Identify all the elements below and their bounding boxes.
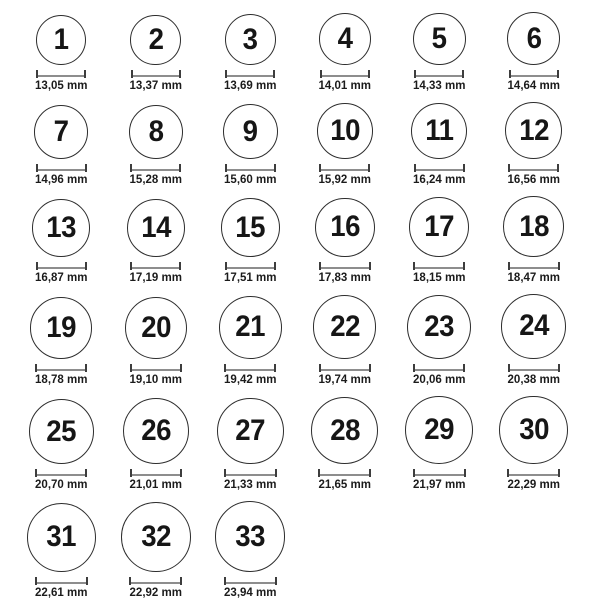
diameter-label: 16,87 mm — [35, 272, 88, 285]
diameter-label: 21,33 mm — [224, 479, 277, 492]
ring-size-number: 23 — [424, 309, 455, 343]
measure-bar — [321, 169, 368, 171]
ring-circle — [319, 13, 371, 65]
diameter-label: 19,10 mm — [129, 373, 182, 386]
measure-bar — [132, 474, 181, 476]
diameter-label: 18,47 mm — [507, 272, 560, 285]
diameter-measure-line — [130, 262, 181, 270]
ring-size-number: 31 — [46, 520, 77, 554]
ring-size-number: 20 — [140, 310, 171, 344]
ring-size-cell — [203, 104, 298, 186]
ring-size-cell — [203, 14, 298, 92]
ring-size-cell — [109, 199, 204, 284]
chart-row — [14, 501, 600, 598]
ring-size-number: 28 — [329, 413, 360, 447]
diameter-label: 21,01 mm — [129, 479, 182, 492]
ring-size-cell — [14, 199, 109, 284]
diameter-measure-line — [225, 164, 276, 172]
ring-circle — [315, 198, 375, 258]
diameter-measure-line — [131, 70, 181, 78]
measure-bar — [132, 369, 180, 371]
ring-size-number: 26 — [140, 414, 171, 448]
measure-bar — [132, 267, 179, 269]
ring-size-number: 17 — [424, 209, 455, 243]
diameter-measure-line — [509, 70, 560, 78]
ring-size-number: 5 — [431, 21, 447, 55]
ring-circle — [409, 197, 469, 257]
ring-size-number: 27 — [235, 414, 266, 448]
diameter-label: 20,70 mm — [35, 479, 88, 492]
ring-circle — [413, 13, 466, 66]
measure-bar — [38, 75, 84, 77]
diameter-measure-line — [413, 262, 465, 270]
ring-size-number: 25 — [46, 414, 77, 448]
diameter-measure-line — [130, 469, 183, 477]
ring-size-cell — [487, 102, 582, 186]
ring-size-number: 12 — [518, 113, 549, 147]
ring-size-cell — [109, 297, 204, 386]
ring-circle — [405, 396, 473, 464]
ring-size-cell — [298, 198, 393, 285]
diameter-measure-line — [225, 70, 275, 78]
ring-size-cell — [203, 198, 298, 284]
diameter-label: 23,94 mm — [224, 586, 277, 599]
diameter-measure-line — [224, 469, 277, 477]
measure-bar — [416, 169, 463, 171]
measure-bar — [416, 75, 462, 77]
ring-size-cell — [109, 105, 204, 186]
ring-circle — [36, 15, 86, 65]
diameter-measure-line — [320, 70, 370, 78]
measure-bar — [321, 267, 369, 269]
chart-row — [14, 12, 600, 92]
ring-size-cell — [109, 502, 204, 599]
diameter-measure-line — [130, 164, 181, 172]
diameter-measure-line — [319, 364, 371, 372]
ring-size-cell — [109, 15, 204, 93]
diameter-label: 21,97 mm — [413, 479, 466, 492]
ring-circle — [407, 295, 471, 359]
diameter-label: 16,24 mm — [413, 174, 466, 187]
ring-circle — [29, 399, 94, 464]
ring-size-number: 11 — [425, 114, 454, 148]
ring-size-cell — [392, 13, 487, 93]
ring-size-number: 30 — [518, 413, 549, 447]
measure-bar — [226, 582, 275, 584]
ring-circle — [503, 196, 564, 257]
diameter-measure-line — [508, 364, 560, 372]
diameter-measure-line — [508, 262, 560, 270]
ring-size-cell — [14, 399, 109, 491]
ring-size-cell — [298, 13, 393, 92]
chart-row — [14, 196, 600, 284]
diameter-label: 15,92 mm — [318, 174, 371, 187]
ring-circle — [125, 297, 187, 359]
diameter-measure-line — [413, 469, 466, 477]
diameter-measure-line — [414, 70, 464, 78]
ring-circle — [311, 397, 378, 464]
ring-size-number: 10 — [329, 114, 360, 148]
measure-bar — [37, 582, 86, 584]
ring-circle — [215, 501, 285, 571]
measure-bar — [509, 474, 558, 476]
measure-bar — [226, 474, 275, 476]
ring-size-number: 24 — [518, 309, 549, 343]
ring-size-cell — [487, 196, 582, 284]
diameter-label: 22,61 mm — [35, 586, 88, 599]
measure-bar — [226, 369, 274, 371]
ring-circle — [221, 198, 280, 257]
measure-bar — [510, 369, 558, 371]
ring-size-number: 3 — [242, 22, 258, 56]
ring-size-cell — [487, 396, 582, 492]
ring-circle — [505, 102, 562, 159]
diameter-measure-line — [130, 364, 182, 372]
ring-circle — [217, 398, 284, 465]
ring-circle — [225, 14, 276, 65]
diameter-label: 18,78 mm — [35, 373, 88, 386]
diameter-label: 17,83 mm — [318, 272, 371, 285]
diameter-label: 20,38 mm — [507, 373, 560, 386]
ring-circle — [30, 297, 92, 359]
diameter-label: 17,19 mm — [129, 272, 182, 285]
ring-circle — [501, 294, 566, 359]
ring-circle — [121, 502, 191, 572]
ring-size-cell — [14, 503, 109, 599]
diameter-measure-line — [36, 70, 86, 78]
ring-circle — [313, 295, 376, 358]
diameter-label: 21,65 mm — [318, 479, 371, 492]
diameter-label: 18,15 mm — [413, 272, 466, 285]
ring-size-number: 8 — [148, 114, 164, 148]
diameter-measure-line — [129, 577, 182, 585]
ring-size-cell — [392, 396, 487, 491]
ring-circle — [317, 103, 373, 159]
ring-size-number: 4 — [337, 22, 353, 56]
diameter-measure-line — [225, 262, 276, 270]
measure-bar — [415, 369, 463, 371]
measure-bar — [510, 169, 557, 171]
diameter-label: 13,37 mm — [129, 80, 182, 93]
diameter-measure-line — [318, 469, 371, 477]
measure-bar — [227, 267, 274, 269]
measure-bar — [38, 267, 85, 269]
ring-size-cell — [392, 197, 487, 284]
diameter-measure-line — [319, 164, 370, 172]
ring-size-number: 1 — [53, 23, 69, 57]
ring-size-cell — [487, 294, 582, 386]
diameter-measure-line — [36, 262, 87, 270]
ring-size-cell — [298, 397, 393, 491]
diameter-label: 19,42 mm — [224, 373, 277, 386]
diameter-label: 14,01 mm — [318, 80, 371, 93]
measure-bar — [38, 169, 85, 171]
ring-size-cell — [392, 295, 487, 386]
diameter-label: 13,05 mm — [35, 80, 88, 93]
measure-bar — [133, 75, 179, 77]
ring-size-number: 16 — [329, 210, 360, 244]
ring-circle — [219, 296, 282, 359]
diameter-label: 14,64 mm — [507, 80, 560, 93]
ring-size-cell — [203, 296, 298, 386]
ring-circle — [223, 104, 278, 159]
ring-circle — [507, 12, 560, 65]
diameter-measure-line — [414, 164, 465, 172]
ring-circle — [34, 105, 88, 159]
ring-size-cell — [487, 12, 582, 92]
ring-size-number: 22 — [329, 310, 360, 344]
ring-size-number: 9 — [242, 114, 258, 148]
diameter-measure-line — [319, 262, 371, 270]
ring-circle — [411, 103, 467, 159]
ring-size-cell — [392, 103, 487, 186]
diameter-label: 14,96 mm — [35, 174, 88, 187]
diameter-label: 14,33 mm — [413, 80, 466, 93]
diameter-label: 22,92 mm — [129, 586, 182, 599]
measure-bar — [37, 369, 85, 371]
diameter-label: 17,51 mm — [224, 272, 277, 285]
ring-size-number: 19 — [46, 311, 77, 345]
ring-size-cell — [14, 105, 109, 186]
diameter-measure-line — [224, 364, 276, 372]
diameter-label: 19,74 mm — [318, 373, 371, 386]
diameter-label: 20,06 mm — [413, 373, 466, 386]
ring-size-cell — [298, 295, 393, 385]
diameter-label: 22,29 mm — [507, 479, 560, 492]
ring-circle — [127, 199, 185, 257]
ring-size-cell — [14, 15, 109, 92]
measure-bar — [321, 369, 369, 371]
ring-size-number: 21 — [235, 310, 266, 344]
measure-bar — [227, 75, 273, 77]
ring-size-cell — [109, 398, 204, 491]
ring-size-number: 14 — [140, 210, 171, 244]
diameter-label: 16,56 mm — [507, 174, 560, 187]
measure-bar — [510, 267, 558, 269]
measure-bar — [415, 267, 463, 269]
ring-size-cell — [298, 103, 393, 186]
ring-size-number: 29 — [424, 413, 455, 447]
diameter-measure-line — [35, 577, 88, 585]
diameter-label: 13,69 mm — [224, 80, 277, 93]
ring-size-number: 15 — [235, 210, 266, 244]
ring-circle — [27, 503, 96, 572]
diameter-measure-line — [507, 469, 560, 477]
ring-size-number: 2 — [148, 22, 164, 56]
ring-size-number: 6 — [526, 21, 542, 55]
ring-circle — [123, 398, 189, 464]
ring-size-cell — [203, 398, 298, 492]
measure-bar — [415, 474, 464, 476]
chart-row — [14, 294, 600, 386]
ring-size-number: 18 — [518, 209, 549, 243]
ring-size-cell — [203, 501, 298, 598]
chart-row — [14, 396, 600, 492]
measure-bar — [511, 75, 558, 77]
ring-circle — [32, 199, 90, 257]
ring-circle — [499, 396, 568, 465]
measure-bar — [320, 474, 369, 476]
ring-size-number: 33 — [235, 519, 266, 553]
ring-circle — [129, 105, 183, 159]
chart-row — [14, 102, 600, 186]
measure-bar — [322, 75, 368, 77]
measure-bar — [227, 169, 274, 171]
measure-bar — [37, 474, 85, 476]
ring-size-number: 13 — [46, 211, 77, 245]
measure-bar — [131, 582, 180, 584]
diameter-measure-line — [35, 364, 87, 372]
diameter-measure-line — [508, 164, 559, 172]
ring-size-cell — [14, 297, 109, 386]
ring-circle — [130, 15, 181, 66]
diameter-measure-line — [224, 577, 277, 585]
ring-size-number: 7 — [53, 115, 69, 149]
diameter-measure-line — [36, 164, 87, 172]
diameter-label: 15,28 mm — [129, 174, 182, 187]
ring-size-number: 32 — [140, 519, 171, 553]
diameter-measure-line — [35, 469, 87, 477]
measure-bar — [132, 169, 179, 171]
diameter-measure-line — [413, 364, 465, 372]
diameter-label: 15,60 mm — [224, 174, 277, 187]
